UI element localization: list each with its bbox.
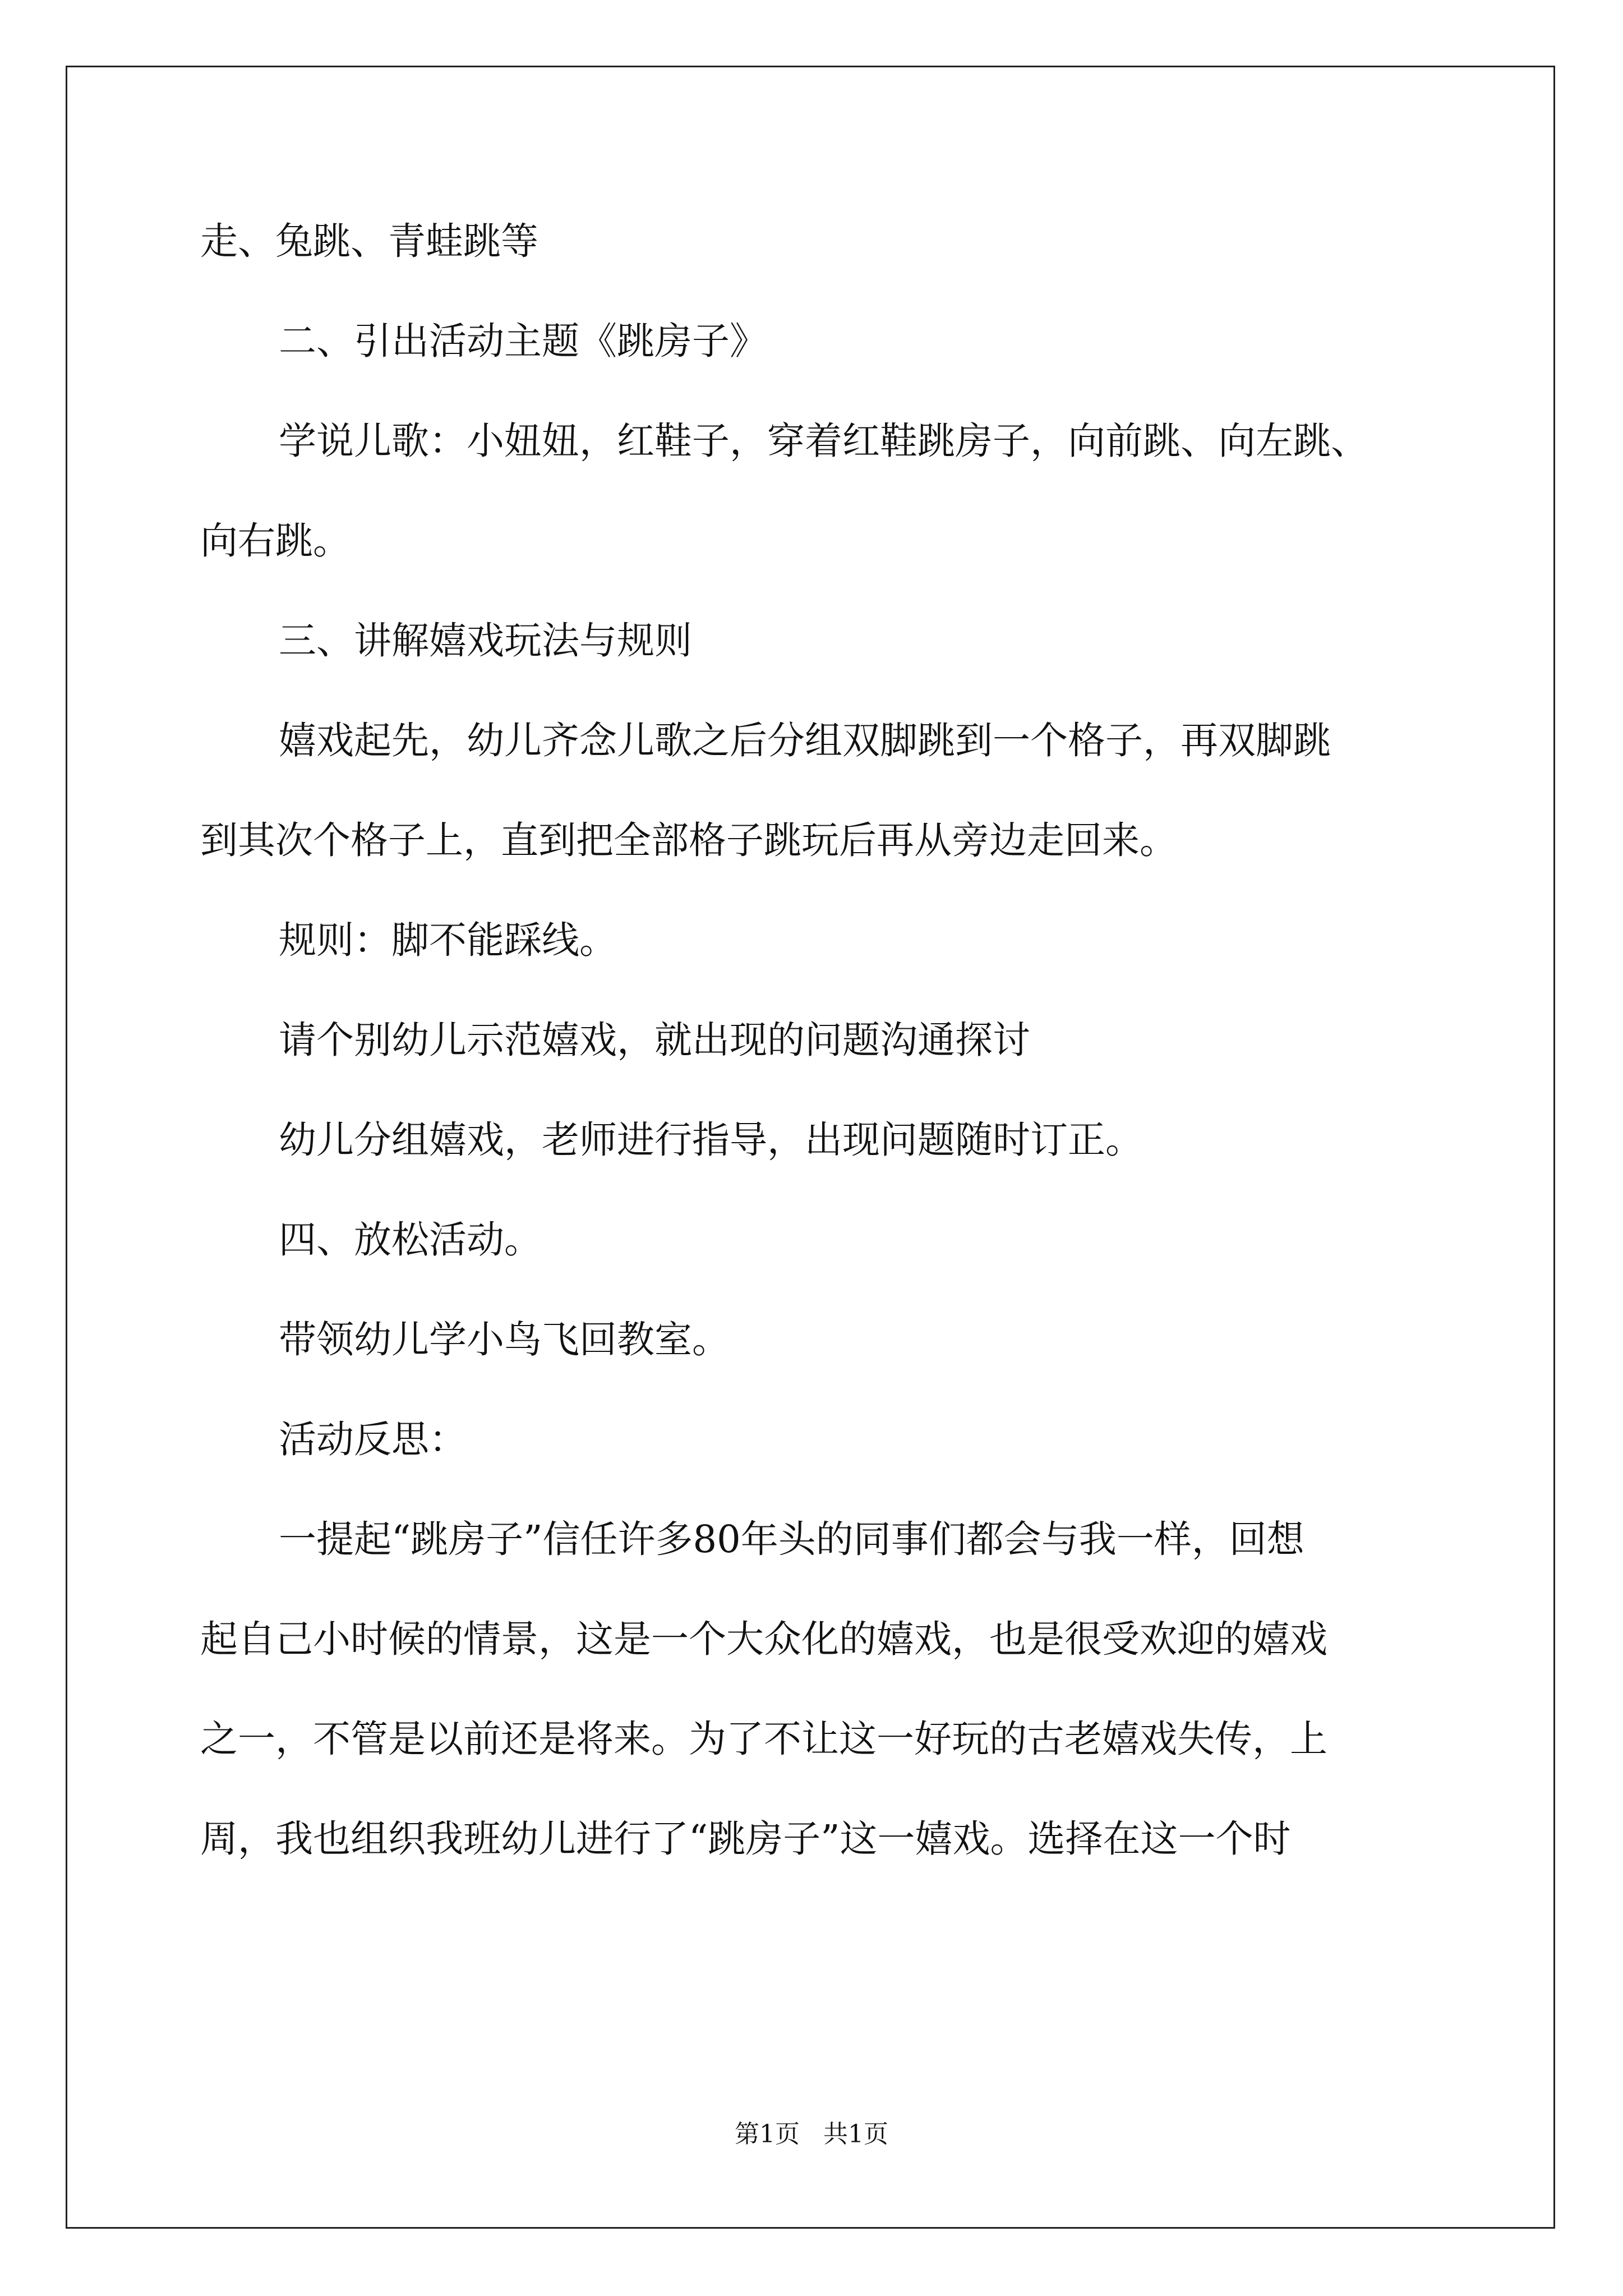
text-line: 嬉戏起先，幼儿齐念儿歌之后分组双脚跳到一个格子，再双脚跳 bbox=[279, 719, 1331, 762]
text-line: 幼儿分组嬉戏，老师进行指导，出现问题随时订正。 bbox=[279, 1118, 1143, 1162]
section-heading: 三、讲解嬉戏玩法与规则 bbox=[279, 619, 692, 662]
text-line: 带领幼儿学小鸟飞回教室。 bbox=[279, 1318, 730, 1361]
text-line: 请个别幼儿示范嬉戏，就出现的问题沟通探讨 bbox=[279, 1018, 1030, 1062]
text-line: 到其次个格子上，直到把全部格子跳玩后再从旁边走回来。 bbox=[200, 818, 1177, 862]
text-line: 起自己小时候的情景，这是一个大众化的嬉戏，也是很受欢迎的嬉戏 bbox=[200, 1617, 1327, 1661]
text-line: 周，我也组织我班幼儿进行了“跳房子”这一嬉戏。选择在这一个时 bbox=[200, 1817, 1291, 1861]
section-heading: 四、放松活动。 bbox=[279, 1218, 542, 1262]
section-heading: 活动反思： bbox=[279, 1418, 467, 1461]
text-line: 规则：脚不能踩线。 bbox=[279, 918, 617, 962]
text-line: 一提起“跳房子”信任许多80年头的同事们都会与我一样，回想 bbox=[279, 1517, 1304, 1561]
text-line: 向右跳。 bbox=[200, 519, 351, 563]
text-line: 走、兔跳、青蛙跳等 bbox=[200, 219, 538, 263]
page-number-footer: 第1页 共1页 bbox=[735, 2120, 888, 2148]
text-line: 学说儿歌：小妞妞，红鞋子，穿着红鞋跳房子，向前跳、向左跳、 bbox=[279, 419, 1368, 463]
section-heading: 二、引出活动主题《跳房子》 bbox=[279, 319, 767, 363]
text-line: 之一，不管是以前还是将来。为了不让这一好玩的古老嬉戏失传，上 bbox=[200, 1717, 1327, 1761]
